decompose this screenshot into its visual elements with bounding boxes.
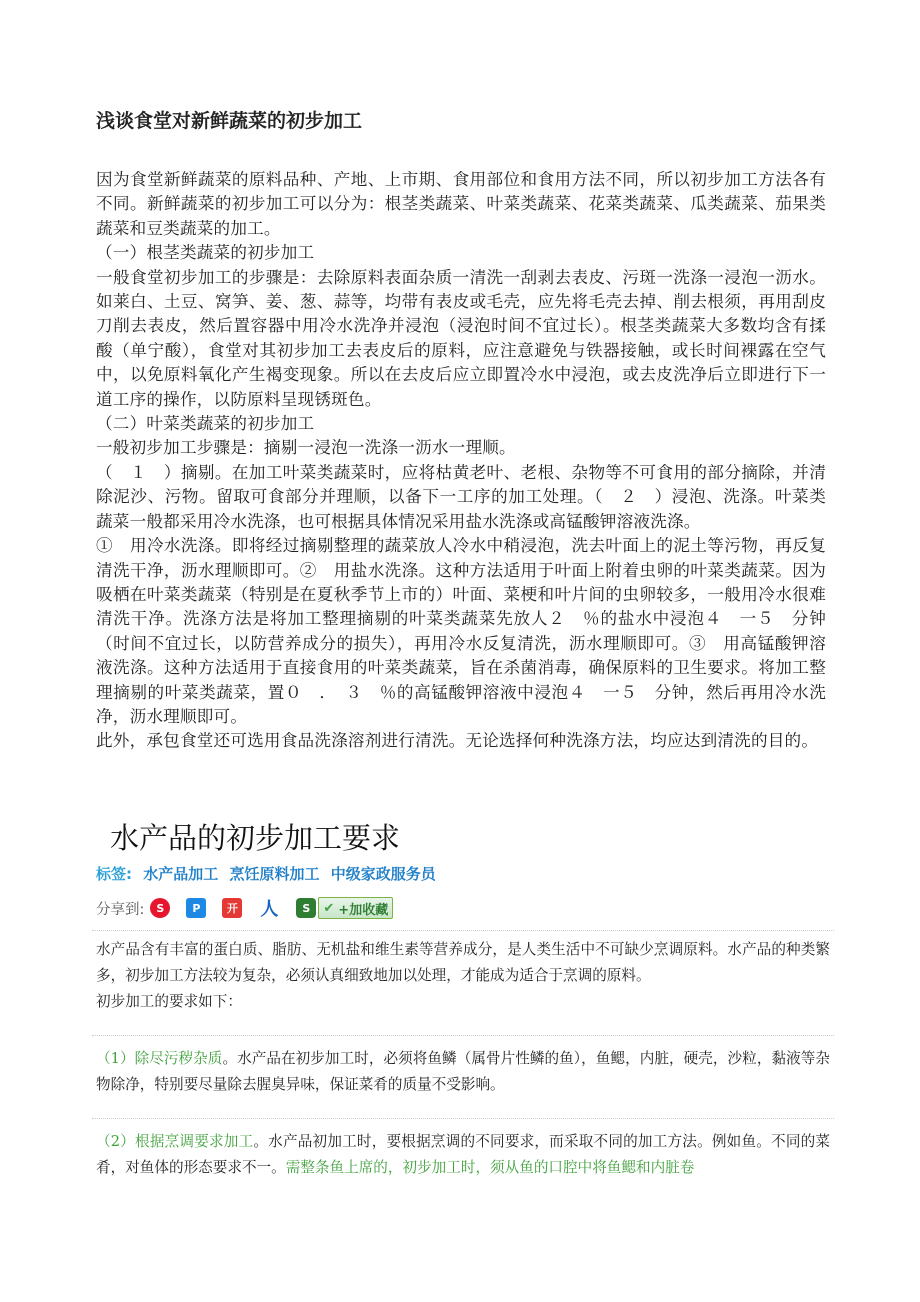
sohu-icon[interactable]: S <box>296 898 316 918</box>
requirement-text: 。水产品在初步加工时，必须将鱼鳞（属骨片性鳞的鱼），鱼鳃，内脏，硬壳，沙粒，黏液等杂物除净，特别要尽量除去腥臭异味，保证菜肴的质量不受影响。 <box>96 1050 830 1093</box>
share-label: 分享到: <box>96 901 145 918</box>
requirement-text: 。水产品初加工时，要根据烹调的不同要求，而采取不同的加工方法。例如鱼。不同的菜肴，对鱼体的形态要求不一。 <box>96 1133 830 1176</box>
paragraph: 一般食堂初步加工的步骤是：去除原料表面杂质一清洗一刮剥去表皮、污斑一洗涤一浸泡一沥水。如莱白、土豆、窝笋、姜、葱、蒜等，均带有表皮或毛壳，应先将毛壳去掉、削去根须，再用刮皮刀削去表皮，然后置容器中用冷水洗净并浸泡（浸泡时间不宜过长）。根茎类蔬菜大多数均含有揉酸（单宁酸），食堂对其初步加工去表皮后的原料，应注意避免与铁器接触，或长时间裸露在空气中，以免原料氧化产生褐变现象。所以在去皮后应立即置冷水中浸泡，或去皮洗净后立即进行下一道工序的操作，以防原料呈现锈斑色。 <box>96 267 826 409</box>
p-share-icon[interactable]: P <box>186 898 206 918</box>
subheading: （二）叶菜类蔬菜的初步加工 <box>96 414 315 434</box>
subheading: （一）根茎类蔬菜的初步加工 <box>96 243 315 263</box>
intro-paragraph: 初步加工的要求如下： <box>96 993 242 1010</box>
tags-label: 标签: <box>96 865 132 883</box>
weibo-icon[interactable]: S <box>150 898 170 918</box>
intro-paragraph: 水产品含有丰富的蛋白质、脂肪、无机盐和维生素等营养成分，是人类生活中不可缺少烹调原料。水产品的种类繁多，初步加工方法较为复杂，必须认真细致地加以处理，才能成为适合于烹调的原料。 <box>96 941 830 984</box>
requirement-item <box>96 1129 830 1181</box>
share-bar <box>96 896 830 920</box>
requirement-highlight: 需整条鱼上席的，初步加工时，须从鱼的口腔中将鱼鳃和内脏卷 <box>285 1159 695 1176</box>
tag-link[interactable]: 烹饪原料加工 <box>229 865 320 883</box>
tag-link[interactable]: 水产品加工 <box>143 865 219 883</box>
paragraph: 因为食堂新鲜蔬菜的原料品种、产地、上市期、食用部位和食用方法不同，所以初步加工方法各有不同。新鲜蔬菜的初步加工可以分为：根茎类蔬菜、叶菜类蔬菜、花菜类蔬菜、瓜类蔬菜、茄果类蔬菜和豆类蔬菜的加工。 <box>96 170 826 238</box>
paragraph: 一般初步加工步骤是：摘剔一浸泡一洗涤一沥水一理顺。 <box>96 438 516 458</box>
paragraph: 此外，承包食堂还可选用食品洗涤溶剂进行清洗。无论选择何种洗涤方法，均应达到清洗的目的。 <box>96 731 819 751</box>
requirement-item <box>96 1046 830 1098</box>
add-favorite-label: +加收藏 <box>338 902 389 918</box>
article-seafood <box>96 818 830 1181</box>
tag-link[interactable]: 中级家政服务员 <box>330 865 436 883</box>
tag-list <box>96 864 830 884</box>
requirement-heading: （1）除尽污秽杂质 <box>96 1050 223 1067</box>
article-body <box>96 168 826 754</box>
renren-icon[interactable]: 人 <box>260 899 279 920</box>
article-title: 水产品的初步加工要求 <box>110 821 401 855</box>
paragraph: ① 用冷水洗涤。即将经过摘剔整理的蔬菜放人冷水中稍浸泡，洗去叶面上的泥土等污物，再反复清洗干净，沥水理顺即可。② 用盐水洗涤。这种方法适用于叶面上附着虫卵的叶菜类蔬菜。因为吸栖在叶菜类蔬菜（特别是在夏秋季节上市的）叶面、菜梗和叶片间的虫卵较多，一般用冷水很难清洗干净。洗涤方法是将加工整理摘剔的叶菜类蔬菜先放人２ ％的盐水中浸泡４ 一５ 分钟（时间不宜过长，以防营养成分的损失），再用冷水反复清洗，沥水理顺即可。③ 用高锰酸钾溶液洗涤。这种方法适用于直接食用的叶菜类蔬菜，旨在杀菌消毒，确保原料的卫生要求。将加工整理摘剔的叶菜类蔬菜，置０ ． ３ ％的高锰酸钾溶液中浸泡４ 一５ 分钟，然后再用冷水洗净，沥水理顺即可。 <box>96 536 826 726</box>
check-icon: ✔ <box>323 900 335 916</box>
article-title: 浅谈食堂对新鲜蔬菜的初步加工 <box>96 110 363 132</box>
add-favorite-button[interactable] <box>318 897 393 919</box>
article-vegetables <box>96 108 826 754</box>
requirement-heading: （2）根据烹调要求加工 <box>96 1133 254 1150</box>
paragraph: （ １ ）摘剔。在加工叶菜类蔬菜时，应将枯黄老叶、老根、杂物等不可食用的部分摘除，并清除泥沙、污物。留取可食部分并理顺，以备下一工序的加工处理。（ ２ ）浸泡、洗涤。叶菜类蔬菜一般都采用冷水洗涤，也可根据具体情况采用盐水洗涤或高锰酸钾溶液洗涤。 <box>96 462 826 531</box>
kaixin-icon[interactable]: 开 <box>222 898 242 918</box>
